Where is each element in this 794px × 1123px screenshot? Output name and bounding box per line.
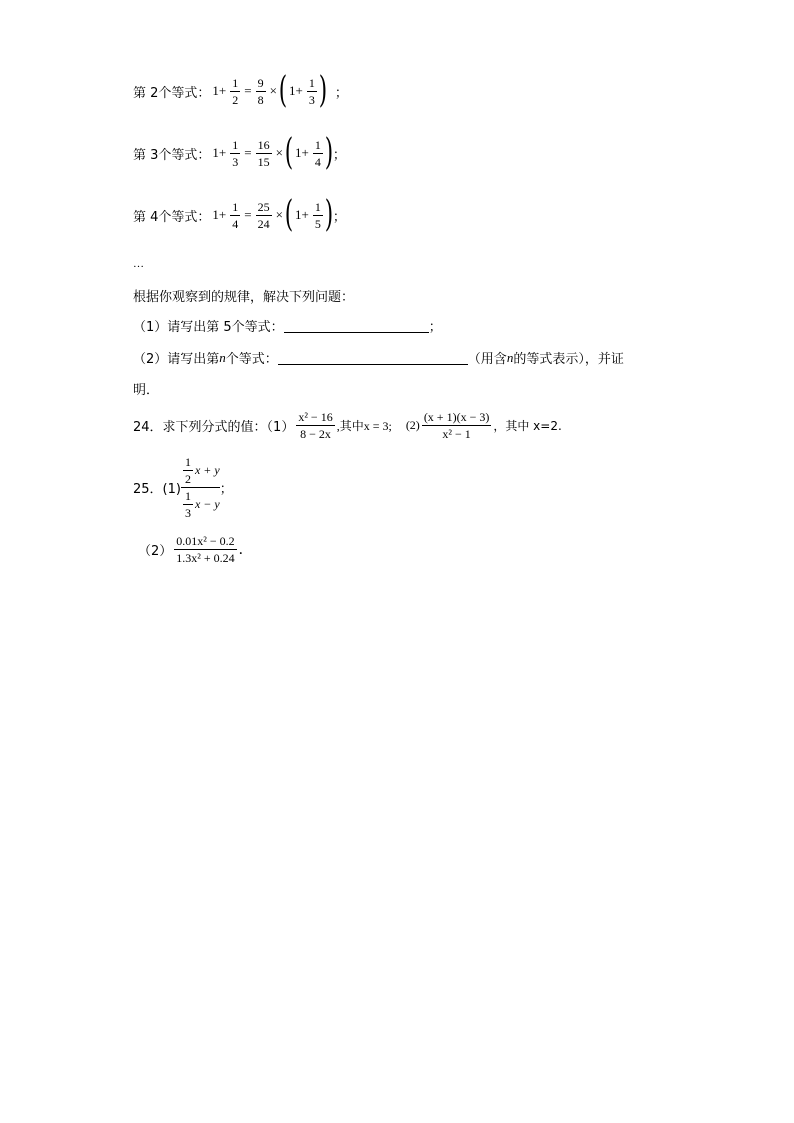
fraction: $\frac{16}{15}$: [257, 137, 270, 169]
question-2-continuation: 明．: [133, 383, 160, 398]
instruction-text: 根据你观察到的规律，解决下列问题：: [133, 290, 355, 305]
ellipsis: …: [133, 258, 144, 270]
problem-25-part-2: （2） $\frac{\text{0.01x² − 0.2}}{\text{1.3x² + 0.24}}$ ．: [138, 533, 253, 565]
question-2: （2）请写出第 n 个等式： （用含 n 的等式表示），并证: [133, 349, 624, 367]
right-paren: ): [318, 70, 328, 111]
problem-25-part-1: 25．(1) $\frac{1}{2}$ x + y $\frac{1}{3}$ x − y ；: [133, 454, 233, 520]
equation-4: 第 4个等式： 1+ $\frac{1}{4}$ = $\frac{25}{24}$ × ( 1+ $\frac{1}{5}$ ) ；: [133, 194, 346, 235]
equation-label: 第 3个等式：: [133, 147, 211, 163]
answer-blank[interactable]: [278, 350, 468, 365]
answer-blank[interactable]: [284, 318, 429, 333]
fraction: $\frac{9}{8}$: [257, 75, 264, 107]
problem-24: 24．求下列分式的值：（1） $\frac{\text{x² − 16}}{8 - 2x}$ ,其中x = 3; (2) $\frac{(x + 1)(x - 3)}{\text{x² − 1}}$ ，其中 x=2.: [133, 409, 562, 441]
left-paren: (: [284, 194, 294, 235]
complex-fraction: $\frac{1}{2}$ x + y $\frac{1}{3}$ x − y: [181, 456, 220, 519]
equation-label: 第 2个等式：: [133, 85, 211, 101]
fraction: $\frac{1}{3}$: [232, 137, 239, 169]
equation-2: 第 2个等式： 1+ $\frac{1}{2}$ = $\frac{9}{8}$ × ( 1+ $\frac{1}{3}$ ) ；: [133, 70, 348, 111]
equation-3: 第 3个等式： 1+ $\frac{1}{3}$ = $\frac{16}{15}$ × ( 1+ $\frac{1}{4}$ ) ；: [133, 132, 346, 173]
equation-label: 第 4个等式：: [133, 209, 211, 225]
fraction: $\frac{25}{24}$: [257, 199, 270, 231]
left-paren: (: [284, 132, 294, 173]
fraction: $\frac{(x + 1)(x - 3)}{\text{x² − 1}}$: [423, 409, 490, 441]
fraction: $\frac{1}{2}$: [232, 75, 239, 107]
fraction: $\frac{\text{0.01x² − 0.2}}{\text{1.3x² + 0.24}}$: [176, 533, 235, 565]
fraction: $\frac{1}{4}$: [232, 199, 239, 231]
right-paren: ): [324, 132, 334, 173]
left-paren: (: [278, 70, 288, 111]
question-1: （1）请写出第 5个等式： ；: [133, 320, 442, 335]
fraction: $\frac{1}{5}$: [314, 199, 321, 231]
fraction: $\frac{\text{x² − 16}}{8 - 2x}$: [298, 409, 333, 441]
fraction: $\frac{1}{3}$: [308, 75, 315, 107]
right-paren: ): [324, 194, 334, 235]
fraction: $\frac{1}{4}$: [314, 137, 321, 169]
